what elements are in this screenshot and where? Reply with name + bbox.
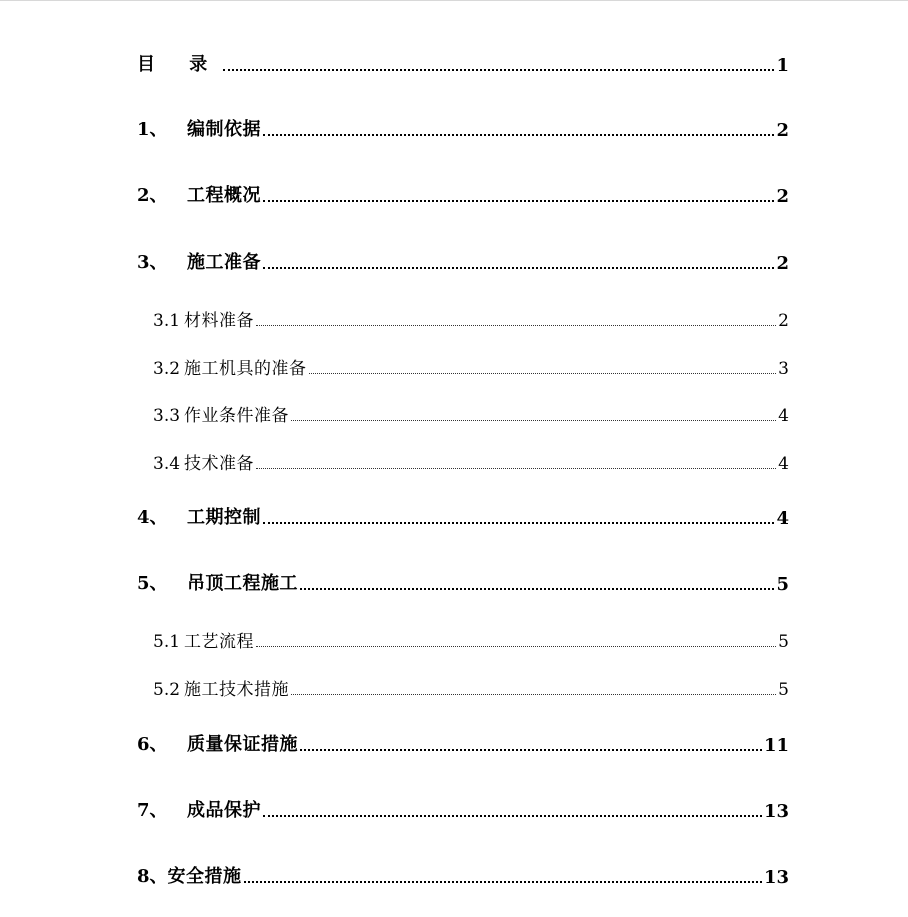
dot-leader bbox=[256, 324, 776, 326]
toc-entry-1[interactable] bbox=[137, 115, 789, 141]
toc-entry-page: 13 bbox=[763, 801, 789, 822]
toc-entry-number: 3.3 bbox=[153, 406, 181, 426]
toc-entry-3-2[interactable] bbox=[153, 353, 789, 379]
dot-leader bbox=[291, 419, 776, 421]
dot-leader bbox=[309, 372, 777, 374]
toc-entry-number: 3.2 bbox=[153, 359, 181, 379]
toc-entry-3-3[interactable] bbox=[153, 400, 789, 426]
toc-entry-5[interactable] bbox=[137, 569, 789, 595]
toc-entry-3-4[interactable] bbox=[153, 448, 789, 474]
toc-entry-number: 3.4 bbox=[153, 454, 181, 474]
toc-entry-page: 5 bbox=[778, 632, 789, 652]
dot-leader bbox=[300, 587, 774, 590]
toc-entry-number: 4、 bbox=[137, 507, 168, 528]
toc-entry-title: 施工机具的准备 bbox=[184, 359, 307, 379]
toc-entry-title: 施工技术措施 bbox=[184, 680, 290, 700]
toc-entry-title: 技术准备 bbox=[184, 454, 255, 474]
toc-entry-page: 4 bbox=[778, 406, 789, 426]
toc-entry-title: 安全措施 bbox=[167, 866, 242, 887]
dot-leader bbox=[256, 645, 776, 647]
toc-entry-page: 11 bbox=[763, 735, 789, 756]
toc-entry-page: 4 bbox=[778, 454, 789, 474]
toc-entry-page: 2 bbox=[778, 311, 789, 331]
toc-entry-title: 工程概况 bbox=[187, 185, 261, 206]
toc-entry-page: 5 bbox=[776, 574, 789, 595]
dot-leader bbox=[300, 748, 762, 751]
toc-entry-5-1[interactable] bbox=[153, 626, 789, 652]
toc-entry-4[interactable] bbox=[137, 503, 789, 529]
toc-entry-2[interactable] bbox=[137, 181, 789, 207]
toc-entry-page: 5 bbox=[778, 680, 789, 700]
toc-entry-page: 3 bbox=[778, 359, 789, 379]
toc-entry-number: 7、 bbox=[137, 800, 168, 821]
toc-entry-number: 3、 bbox=[137, 252, 168, 273]
toc-entry-number: 3.1 bbox=[153, 311, 181, 331]
toc-entry-8[interactable] bbox=[137, 862, 789, 888]
dot-leader bbox=[244, 880, 762, 883]
toc-entry-number: 1、 bbox=[137, 119, 168, 140]
toc-entry-contents[interactable] bbox=[137, 50, 789, 76]
toc-entry-page: 4 bbox=[776, 508, 789, 529]
toc-entry-page: 2 bbox=[776, 120, 789, 141]
toc-entry-page: 1 bbox=[776, 55, 789, 76]
dot-leader bbox=[263, 133, 774, 136]
toc-entry-title: 作业条件准备 bbox=[184, 406, 290, 426]
toc-entry-title: 成品保护 bbox=[187, 800, 261, 821]
toc-entry-title: 目 录 bbox=[137, 54, 222, 75]
toc-entry-7[interactable] bbox=[137, 796, 789, 822]
dot-leader bbox=[263, 266, 774, 269]
toc-entry-6[interactable] bbox=[137, 730, 789, 756]
toc-entry-title: 工期控制 bbox=[187, 507, 261, 528]
toc-entry-number: 5.1 bbox=[153, 632, 181, 652]
dot-leader bbox=[256, 467, 776, 469]
table-of-contents bbox=[137, 0, 789, 917]
toc-entry-title: 质量保证措施 bbox=[187, 734, 298, 755]
dot-leader bbox=[263, 199, 774, 202]
toc-entry-page: 13 bbox=[763, 867, 789, 888]
toc-entry-title: 吊顶工程施工 bbox=[187, 573, 298, 594]
toc-entry-title: 编制依据 bbox=[187, 119, 261, 140]
toc-entry-number: 6、 bbox=[137, 734, 168, 755]
toc-entry-number: 2、 bbox=[137, 185, 168, 206]
toc-entry-number: 5.2 bbox=[153, 680, 181, 700]
toc-entry-5-2[interactable] bbox=[153, 674, 789, 700]
dot-leader bbox=[223, 68, 774, 71]
toc-entry-3-1[interactable] bbox=[153, 305, 789, 331]
toc-entry-title: 施工准备 bbox=[187, 252, 261, 273]
toc-entry-title: 材料准备 bbox=[184, 311, 255, 331]
toc-entry-title: 工艺流程 bbox=[184, 632, 255, 652]
toc-entry-page: 2 bbox=[776, 253, 789, 274]
toc-entry-3[interactable] bbox=[137, 248, 789, 274]
toc-entry-number: 8、 bbox=[137, 866, 168, 887]
dot-leader bbox=[291, 693, 776, 695]
dot-leader bbox=[263, 521, 774, 524]
toc-entry-page: 2 bbox=[776, 186, 789, 207]
toc-entry-number: 5、 bbox=[137, 573, 168, 594]
dot-leader bbox=[263, 814, 762, 817]
